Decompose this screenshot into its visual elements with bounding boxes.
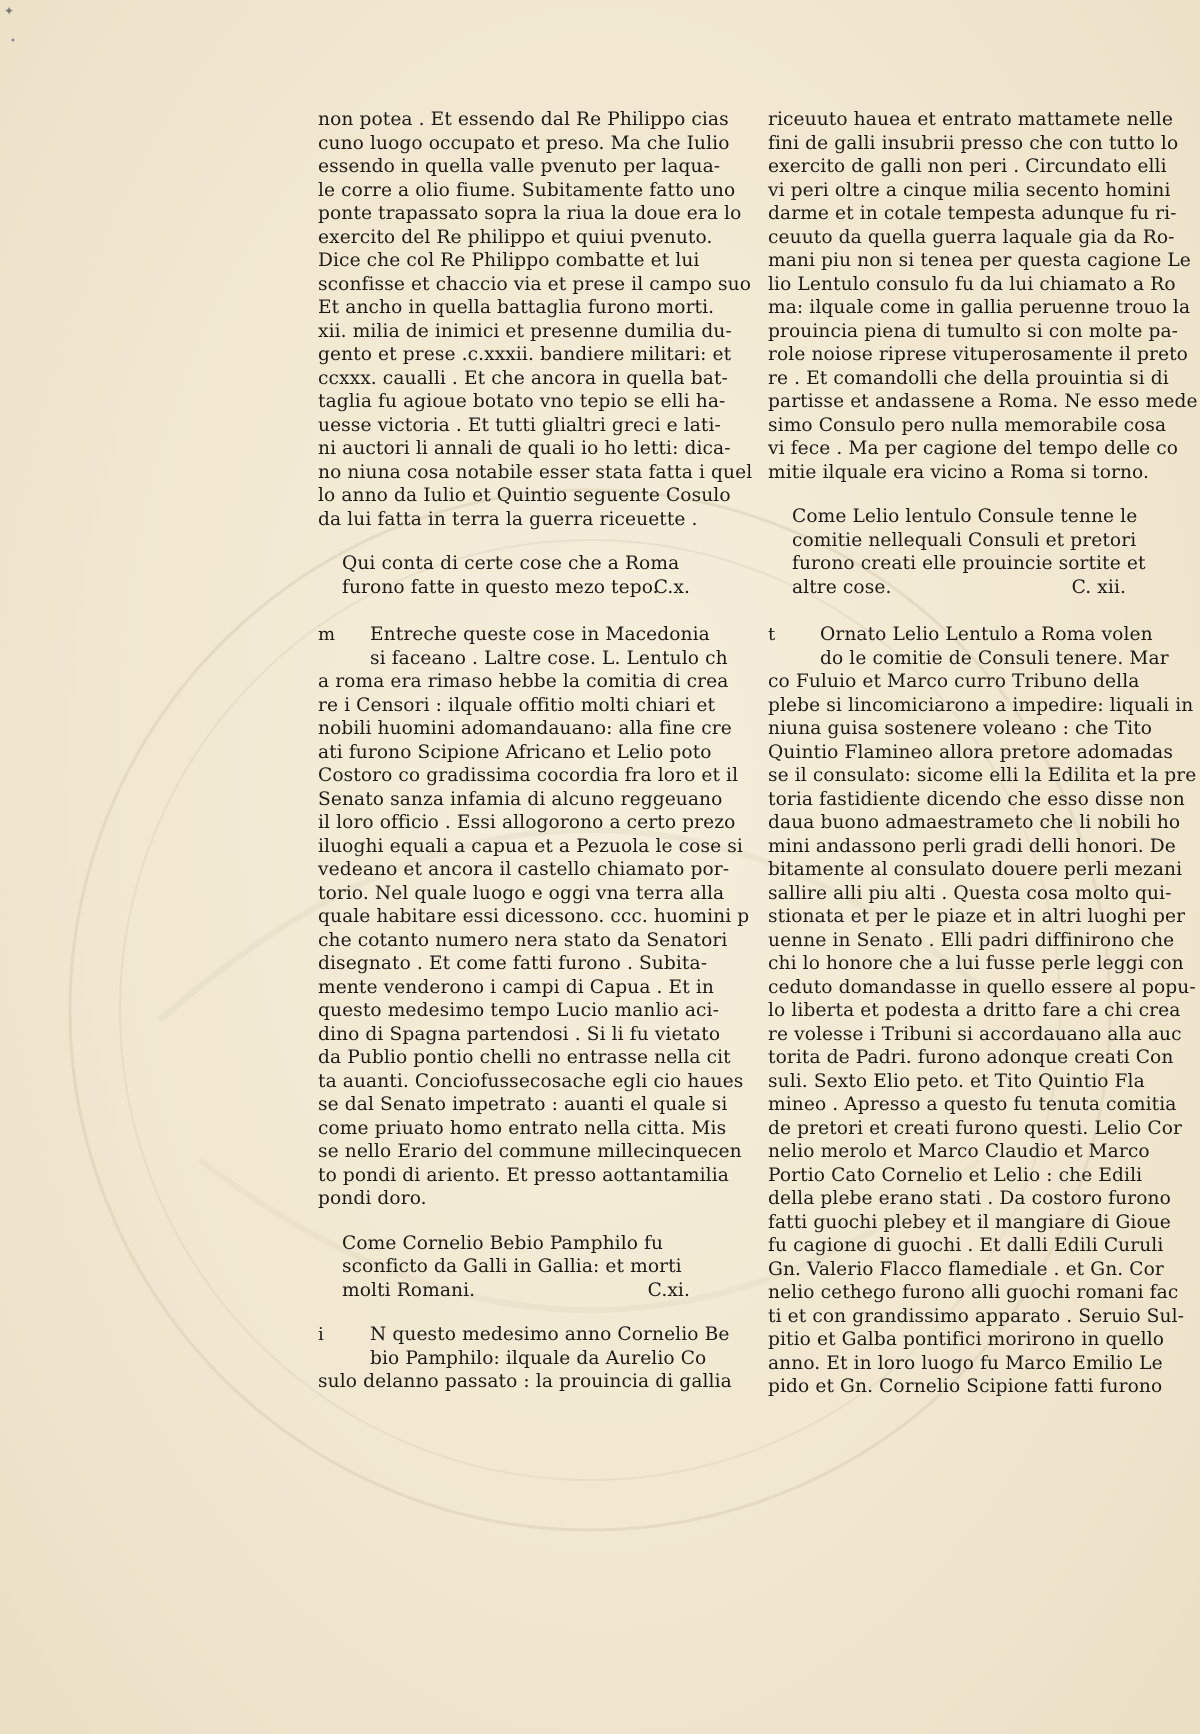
text-line: se il consulato: sicome elli la Edilita et la pre xyxy=(768,765,1197,786)
text-line xyxy=(768,623,1153,647)
text-line: Senato sanza infamia di alcuno reggeuano xyxy=(318,788,723,810)
text-line xyxy=(318,623,710,647)
text-line: essendo in quella valle pvenuto per laqua- xyxy=(318,156,721,177)
text-line: ceuuto da quella guerra laquale gia da Ro- xyxy=(768,226,1175,248)
text-line: gento et prese .c.xxxii. bandiere militari: et xyxy=(318,344,732,365)
text-line: della plebe erano stati . Da costoro furono xyxy=(768,1188,1171,1209)
heading-line: Come Lelio lentulo Consule tenne le xyxy=(792,506,1138,527)
text-line: pitio et Galba pontifici morirono in quello xyxy=(768,1329,1165,1350)
heading-line: furono creati elle prouincie sortite et xyxy=(792,553,1146,574)
heading-line-text: molti Romani. xyxy=(342,1279,476,1301)
text-line: bitamente al consulato douere perli mezani xyxy=(768,859,1183,880)
text-line: Quintio Flamineo allora pretore adomadas xyxy=(768,741,1174,763)
text-line: do le comitie de Consuli tenere. Mar xyxy=(820,647,1169,669)
text-line: partisse et andassene a Roma. Ne esso mede xyxy=(768,391,1198,412)
text-line: pido et Gn. Cornelio Scipione fatti furono xyxy=(768,1376,1163,1397)
text-line: sallire alli piu alti . Questa cosa molto qui- xyxy=(768,882,1172,904)
text-line: exercito del Re philippo et quiui pvenuto. xyxy=(318,226,713,248)
text-line: to pondi di ariento. Et presso aottantamilia xyxy=(318,1164,729,1186)
text-line: anno. Et in loro luogo fu Marco Emilio Le xyxy=(768,1352,1163,1374)
text-line: mini andassono perli gradi delli honori. De xyxy=(768,835,1176,857)
text-line: quale habitare essi dicessono. ccc. huomini p xyxy=(318,906,750,927)
right-paragraph-1 xyxy=(768,108,1198,484)
text-line: ceduto domandasse in quello essere al popu- xyxy=(768,976,1196,998)
text-line: daua buono admaestrameto che li nobili ho xyxy=(768,812,1181,833)
text-line: darme et in cotale tempesta adunque fu ri- xyxy=(768,203,1177,224)
text-line: riceuuto hauea et entrato mattamete nelle xyxy=(768,109,1173,130)
text-line: ati furono Scipione Africano et Lelio poto xyxy=(318,741,712,763)
text-line: come priuato homo entrato nella citta. Mis xyxy=(318,1117,727,1139)
text-line: fu cagione di guochi . Et dalli Edili Curuli xyxy=(768,1235,1164,1256)
heading-line xyxy=(342,1279,690,1303)
text-line: dino di Spagna partendosi . Si li fu vietato xyxy=(318,1023,721,1045)
heading-line-text: altre cose. xyxy=(792,576,892,598)
text-line: le corre a olio fiume. Subitamente fatto uno xyxy=(318,179,736,201)
chapter-number: C.x. xyxy=(653,576,690,598)
text-line-content: Ornato Lelio Lentulo a Roma volen xyxy=(820,624,1153,645)
text-line: no niuna cosa notabile esser stata fatta i quel xyxy=(318,461,753,483)
right-column xyxy=(768,108,1198,1399)
text-line: mitie ilquale era vicino a Roma si torno. xyxy=(768,461,1150,483)
text-line: lo anno da Iulio et Quintio seguente Cosulo xyxy=(318,485,731,506)
text-line: non potea . Et essendo dal Re Philippo cias xyxy=(318,109,729,130)
text-line: Costoro co gradissima cocordia fra loro et il xyxy=(318,765,739,786)
text-line: xii. milia de inimici et presenne dumilia du- xyxy=(318,320,732,342)
guide-letter: t xyxy=(768,624,776,645)
text-line: exercito de galli non peri . Circundato elli xyxy=(768,156,1167,177)
text-line: ponte trapassato sopra la riua la doue era lo xyxy=(318,203,742,224)
chapter-number: C.xi. xyxy=(647,1279,690,1301)
text-line: ma: ilquale come in gallia peruenne trouo la xyxy=(768,297,1191,318)
text-line: che cotanto numero nera stato da Senatori xyxy=(318,929,728,951)
text-line: lo liberta et podesta a dritto fare a chi crea xyxy=(768,1000,1181,1021)
text-line: re . Et comandolli che della prouintia si di xyxy=(768,367,1169,389)
text-line: da Publio pontio chelli no entrasse nella cit xyxy=(318,1047,731,1068)
text-line: mani piu non si tenea per questa cagione Le xyxy=(768,250,1191,271)
heading-line: Come Cornelio Bebio Pamphilo fu xyxy=(342,1232,664,1254)
chapter-heading-cxi xyxy=(318,1232,690,1303)
text-line: de pretori et creati furono questi. Lelio Cor xyxy=(768,1117,1182,1139)
left-paragraph-2 xyxy=(318,623,750,1211)
text-line: cuno luogo occupato et preso. Ma che Iulio xyxy=(318,132,730,154)
text-line: vi peri oltre a cinque milia secento homini xyxy=(768,179,1171,201)
right-paragraph-2 xyxy=(768,623,1197,1399)
text-line: niuna guisa sostenere voleano : che Tito xyxy=(768,718,1153,739)
text-line: se nello Erario del commune millecinquecen xyxy=(318,1141,742,1162)
text-line: stionata et per le piaze et in altri luoghi per xyxy=(768,906,1186,927)
text-line: toria fastidiente dicendo che esso disse non xyxy=(768,788,1185,810)
left-column xyxy=(318,108,753,1394)
chapter-heading-cx xyxy=(318,552,690,599)
left-paragraph-3 xyxy=(318,1323,732,1394)
text-line: fatti guochi plebey et il mangiare di Gioue xyxy=(768,1211,1171,1233)
heading-line-text: furono fatte in questo mezo tepo. xyxy=(342,576,659,598)
chapter-number: C. xii. xyxy=(1071,576,1126,598)
text-line: uesse victoria . Et tutti glialtri greci e lati- xyxy=(318,414,721,436)
text-line: a roma era rimaso hebbe la comitia di crea xyxy=(318,671,729,692)
text-line: suli. Sexto Elio peto. et Tito Quintio Fla xyxy=(768,1070,1145,1092)
text-line: re i Censori : ilquale offitio molti chiari et xyxy=(318,694,716,716)
text-line: simo Consulo pero nulla memorabile cosa xyxy=(768,414,1167,436)
heading-line: comitie nellequali Consuli et pretori xyxy=(792,529,1137,551)
guide-letter: i xyxy=(318,1324,324,1345)
text-line-content: N questo medesimo anno Cornelio Be xyxy=(370,1324,730,1345)
text-line: uenne in Senato . Elli padri diffinirono che xyxy=(768,929,1175,951)
text-line: torio. Nel quale luogo e oggi vna terra alla xyxy=(318,882,725,904)
guide-letter: m xyxy=(318,624,336,645)
text-line: nelio merolo et Marco Claudio et Marco xyxy=(768,1141,1150,1162)
text-line-content: Entreche queste cose in Macedonia xyxy=(370,624,710,645)
corner-mark: ✦ xyxy=(4,4,15,18)
text-line: taglia fu agioue botato vno tepio se elli ha- xyxy=(318,391,726,412)
text-line: se dal Senato impetrato : auanti el quale si xyxy=(318,1094,728,1115)
text-line: Portio Cato Cornelio et Lelio : che Edili xyxy=(768,1164,1143,1186)
left-paragraph-1 xyxy=(318,108,753,531)
text-line: Dice che col Re Philippo combatte et lui xyxy=(318,250,700,271)
text-line: il loro officio . Essi allogorono a certo prezo xyxy=(318,812,736,833)
text-line: ta auanti. Conciofussecosache egli cio haues xyxy=(318,1070,744,1092)
text-line xyxy=(318,1323,730,1347)
text-line: fini de galli insubrii presso che con tutto lo xyxy=(768,132,1179,154)
text-line: co Fuluio et Marco curro Tribuno della xyxy=(768,671,1140,692)
text-line: re volesse i Tribuni si accordauano alla auc xyxy=(768,1023,1182,1045)
text-line: ni auctori li annali de quali io ho letti: dica- xyxy=(318,438,731,459)
text-line: chi lo honore che a lui fusse perle leggi con xyxy=(768,953,1184,974)
heading-line xyxy=(342,576,690,600)
text-line: nelio cethego furono alli guochi romani fac xyxy=(768,1282,1179,1303)
text-line: pondi doro. xyxy=(318,1188,427,1209)
text-line: lio Lentulo consulo fu da lui chiamato a Ro xyxy=(768,273,1176,295)
text-line: questo medesimo tempo Lucio manlio aci- xyxy=(318,1000,719,1021)
text-line: sconfisse et chaccio via et prese il campo suo xyxy=(318,273,752,295)
text-line: iluoghi equali a capua et a Pezuola le cose si xyxy=(318,835,743,857)
text-line: Et ancho in quella battaglia furono morti. xyxy=(318,297,715,318)
text-line: ti et con grandissimo apparato . Seruio Sul- xyxy=(768,1305,1185,1327)
text-line: mineo . Apresso a questo fu tenuta comitia xyxy=(768,1094,1177,1115)
text-line: nobili huomini adomandauano: alla fine cre xyxy=(318,718,732,739)
text-line: ccxxx. caualli . Et che ancora in quella bat- xyxy=(318,367,728,389)
text-line: si faceano . Laltre cose. L. Lentulo ch xyxy=(370,647,728,669)
text-line: torita de Padri. furono adonque creati Con xyxy=(768,1047,1174,1068)
text-line: vi fece . Ma per cagione del tempo delle co xyxy=(768,438,1179,459)
text-line: disegnato . Et come fatti furono . Subita- xyxy=(318,953,708,974)
text-line: da lui fatta in terra la guerra riceuette . xyxy=(318,508,698,530)
heading-line: Qui conta di certe cose che a Roma xyxy=(342,553,680,574)
text-line: vedeano et ancora il castello chiamato por- xyxy=(318,859,730,880)
text-line: role noiose riprese vituperosamente il preto xyxy=(768,344,1188,365)
corner-mark-small: • xyxy=(10,36,16,47)
heading-line xyxy=(792,576,1126,600)
text-line: plebe si lincomiciarono a impedire: liquali in xyxy=(768,694,1194,716)
text-line: bio Pamphilo: ilquale da Aurelio Co xyxy=(370,1347,707,1369)
text-line: mente venderono i campi di Capua . Et in xyxy=(318,976,714,998)
text-line: Gn. Valerio Flacco flamediale . et Gn. Cor xyxy=(768,1258,1164,1280)
text-line: prouincia piena di tumulto si con molte pa- xyxy=(768,320,1179,342)
chapter-heading-cxii xyxy=(768,505,1146,599)
text-line: sulo delanno passato : la prouincia di gallia xyxy=(318,1371,732,1392)
heading-line: sconficto da Galli in Gallia: et morti xyxy=(342,1256,682,1277)
